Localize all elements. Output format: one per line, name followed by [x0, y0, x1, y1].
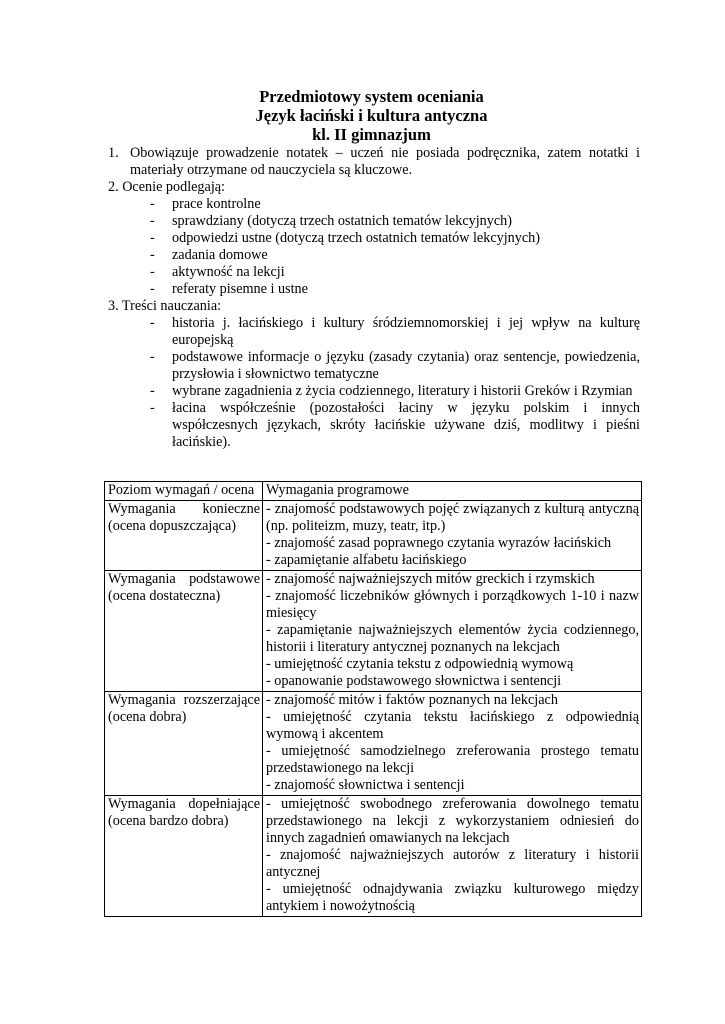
table-header-row	[105, 482, 642, 501]
requirement-line: - znajomość słownictwa i sentencji	[266, 777, 465, 793]
requirement-line: - opanowanie podstawowego słownictwa i sentencji	[266, 673, 562, 689]
requirement-line: - znajomość najważniejszych autorów z literatury i historii antycznej	[266, 847, 639, 880]
requirement-line: - zapamiętanie alfabetu łacińskiego	[266, 552, 467, 568]
section-2-list	[108, 196, 640, 298]
level-cell: Wymagania konieczne (ocena dopuszczająca)	[105, 501, 263, 571]
requirements-cell	[263, 501, 642, 571]
list-item: - łacina współcześnie (pozostałości łaciny w języku polskim i innych współczesnych językach, skróty łacińskie używane dziś, modlitwy i pieśni łacińskie).	[150, 400, 640, 450]
requirements-cell	[263, 692, 642, 796]
requirement-line: - znajomość najważniejszych mitów greckich i rzymskich	[266, 571, 595, 587]
requirement-line: - znajomość podstawowych pojęć związanych z kulturą antyczną (np. politeizm, muzy, teatr, itp.)	[266, 501, 639, 534]
list-item-text: prace kontrolne	[172, 196, 261, 212]
document-body	[108, 145, 640, 451]
requirement-line: - umiejętność samodzielnego zreferowania prostego tematu przedstawionego na lekcji	[266, 743, 639, 776]
requirement-line: - umiejętność czytania tekstu łacińskiego z odpowiednią wymową i akcentem	[266, 709, 639, 742]
list-item-text: aktywność na lekcji	[172, 264, 285, 280]
section-2-heading: 2. Ocenie podlegają:	[108, 179, 225, 195]
requirement-line: - znajomość mitów i faktów poznanych na lekcjach	[266, 692, 558, 708]
list-item-text: zadania domowe	[172, 247, 268, 263]
table-row	[105, 796, 642, 917]
document-title	[0, 87, 725, 144]
level-cell: Wymagania rozszerzające (ocena dobra)	[105, 692, 263, 796]
list-item-text: historia j. łacińskiego i kultury śródziemnomorskiej i jej wpływ na kulturę europejską	[172, 315, 640, 348]
list-item: - aktywność na lekcji	[150, 264, 285, 280]
list-item-text: podstawowe informacje o języku (zasady czytania) oraz sentencje, powiedzenia, przysłowia i słownictwo tematyczne	[172, 349, 640, 382]
list-item-text: łacina współcześnie (pozostałości łaciny w języku polskim i innych współczesnych językach, skróty łacińskie używane dziś, modlitwy i pieśni łacińskie).	[172, 400, 640, 450]
list-item: - zadania domowe	[150, 247, 268, 263]
list-item: - wybrane zagadnienia z życia codziennego, literatury i historii Greków i Rzymian	[150, 383, 633, 399]
section-3-list	[108, 315, 640, 451]
list-item: - referaty pisemne i ustne	[150, 281, 308, 297]
list-item-text: referaty pisemne i ustne	[172, 281, 308, 297]
title-line-1: Przedmiotowy system oceniania	[259, 87, 484, 106]
table-row	[105, 571, 642, 692]
list-item-text: sprawdziany (dotyczą trzech ostatnich tematów lekcyjnych)	[172, 213, 512, 229]
requirements-cell	[263, 796, 642, 917]
header-cell-level: Poziom wymagań / ocena	[105, 482, 263, 501]
header-cell-requirements: Wymagania programowe	[263, 482, 642, 501]
requirement-line: - umiejętność odnajdywania związku kulturowego między antykiem i nowożytnością	[266, 881, 639, 914]
requirement-line: - umiejętność swobodnego zreferowania dowolnego tematu przedstawionego na lekcji z wykorzystaniem odniesień do innych zagadnień omawianych na lekcjach	[266, 796, 639, 846]
list-item: - podstawowe informacje o języku (zasady czytania) oraz sentencje, powiedzenia, przysłowia i słownictwo tematyczne	[150, 349, 640, 382]
title-line-3: kl. II gimnazjum	[312, 125, 431, 144]
level-cell: Wymagania dopełniające (ocena bardzo dobra)	[105, 796, 263, 917]
list-item-text: wybrane zagadnienia z życia codziennego, literatury i historii Greków i Rzymian	[172, 383, 633, 399]
list-item-text: odpowiedzi ustne (dotyczą trzech ostatnich tematów lekcyjnych)	[172, 230, 540, 246]
list-item: - odpowiedzi ustne (dotyczą trzech ostatnich tematów lekcyjnych)	[150, 230, 540, 246]
table-row	[105, 692, 642, 796]
section-1-number: 1.	[108, 145, 119, 161]
requirement-line: - znajomość zasad poprawnego czytania wyrazów łacińskich	[266, 535, 612, 551]
requirement-line: - zapamiętanie najważniejszych elementów życia codziennego, historii i literatury antycznej poznanych na lekcjach	[266, 622, 639, 655]
requirements-table	[104, 481, 642, 917]
requirements-cell	[263, 571, 642, 692]
section-1-text: Obowiązuje prowadzenie notatek – uczeń nie posiada podręcznika, zatem notatki i materiały otrzymane od nauczyciela są kluczowe.	[130, 145, 640, 178]
title-line-2: Język łaciński i kultura antyczna	[255, 106, 488, 125]
list-item: - prace kontrolne	[150, 196, 261, 212]
section-1	[108, 145, 640, 179]
table-row	[105, 501, 642, 571]
requirement-line: - znajomość liczebników głównych i porządkowych 1-10 i nazw miesięcy	[266, 588, 639, 621]
level-cell: Wymagania podstawowe (ocena dostateczna)	[105, 571, 263, 692]
list-item: - sprawdziany (dotyczą trzech ostatnich tematów lekcyjnych)	[150, 213, 512, 229]
list-item: - historia j. łacińskiego i kultury śródziemnomorskiej i jej wpływ na kulturę europejską	[150, 315, 640, 348]
requirement-line: - umiejętność czytania tekstu z odpowiednią wymową	[266, 656, 574, 672]
section-3-heading: 3. Treści nauczania:	[108, 298, 222, 314]
